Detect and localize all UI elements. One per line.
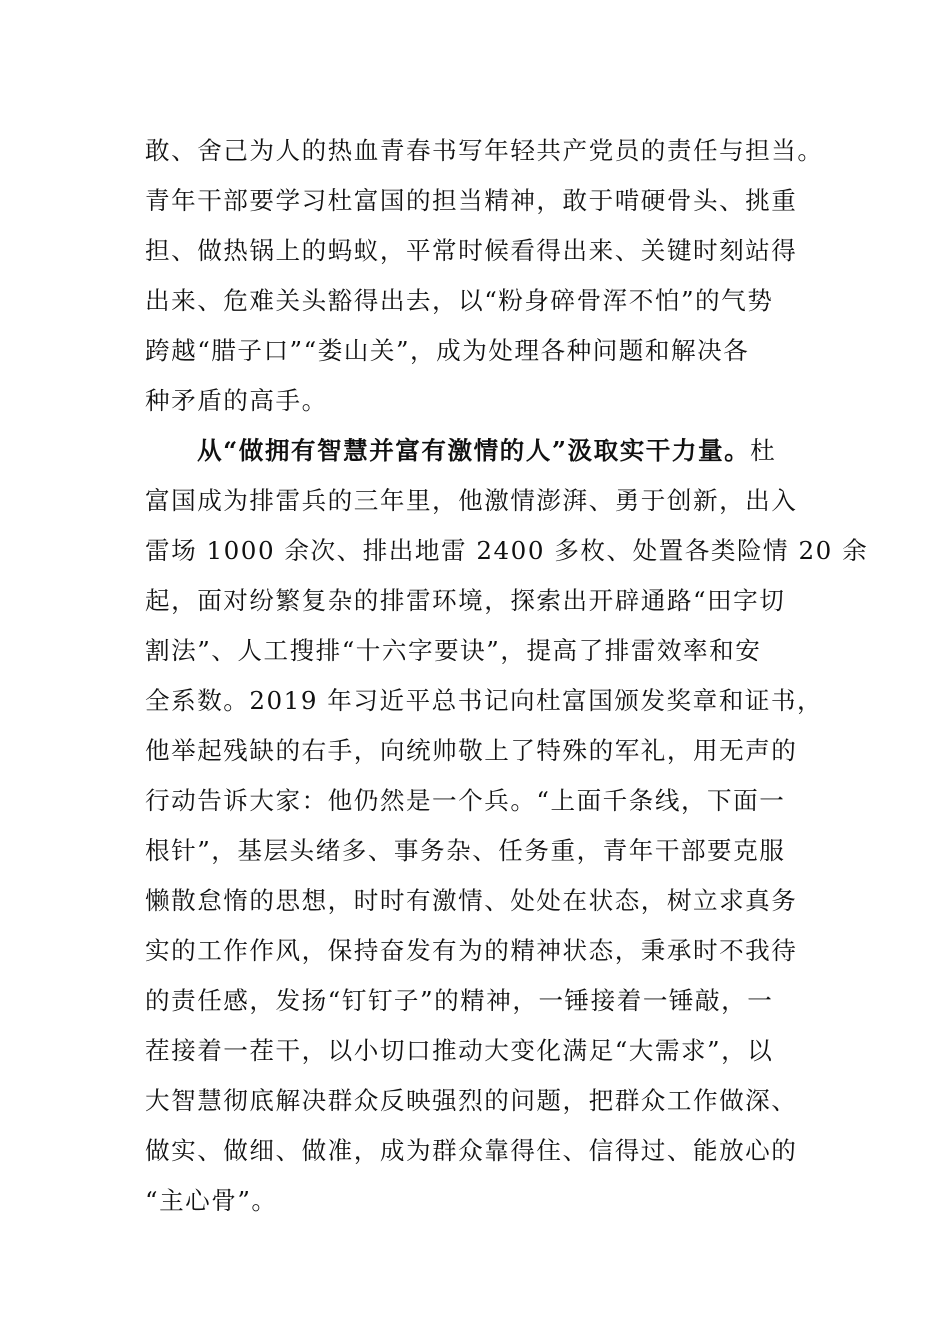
text-line: 实的工作作风，保持奋发有为的精神状态，秉承时不我待: [145, 936, 798, 965]
text-line: 跨越“腊子口”“娄山关”，成为处理各种问题和解决各: [145, 336, 750, 365]
text-line: 青年干部要学习杜富国的担当精神，敢于啃硬骨头、挑重: [145, 186, 798, 215]
body-text: [145, 126, 869, 1226]
heading-line-rest: 杜: [750, 436, 777, 465]
paragraph-heading: 从“做拥有智慧并富有激情的人”汲取实干力量。: [197, 436, 751, 465]
text-line: 割法”、人工搜排“十六字要诀”，提高了排雷效率和安: [145, 636, 762, 665]
text-line: 富国成为排雷兵的三年里，他激情澎湃、勇于创新，出入: [145, 486, 798, 515]
text-line: 出来、危难关头豁得出去，以“粉身碎骨浑不怕”的气势: [145, 286, 774, 315]
paragraph-2: [145, 426, 869, 1226]
text-line: 起，面对纷繁复杂的排雷环境，探索出开辟通路“田字切: [145, 586, 786, 615]
text-line: 雷场 1000 余次、排出地雷 2400 多枚、处置各类险情 20 余: [145, 536, 869, 565]
text-line: 敢、舍己为人的热血青春书写年轻共产党员的责任与担当。: [145, 136, 824, 165]
text-line: 担、做热锅上的蚂蚁，平常时候看得出来、关键时刻站得: [145, 236, 798, 265]
text-line: 全系数。2019 年习近平总书记向杜富国颁发奖章和证书，: [145, 686, 824, 715]
paragraph-1: [145, 126, 824, 426]
text-line: 做实、做细、做准，成为群众靠得住、信得过、能放心的: [145, 1136, 798, 1165]
text-line: “主心骨”。: [145, 1186, 278, 1215]
text-line: 根针”，基层头绪多、事务杂、任务重，青年干部要克服: [145, 836, 786, 865]
text-line: 大智慧彻底解决群众反映强烈的问题，把群众工作做深、: [145, 1086, 798, 1115]
text-line: 行动告诉大家：他仍然是一个兵。“上面千条线，下面一: [145, 786, 786, 815]
text-line: 懒散怠惰的思想，时时有激情、处处在状态，树立求真务: [145, 886, 798, 915]
paragraph-first-line: [145, 426, 805, 476]
text-line: 种矛盾的高手。: [145, 386, 328, 415]
text-line: 他举起残缺的右手，向统帅敬上了特殊的军礼，用无声的: [145, 736, 798, 765]
text-line: 茬接着一茬干，以小切口推动大变化满足“大需求”，以: [145, 1036, 774, 1065]
text-line: 的责任感，发扬“钉钉子”的精神，一锤接着一锤敲，一: [145, 986, 774, 1015]
